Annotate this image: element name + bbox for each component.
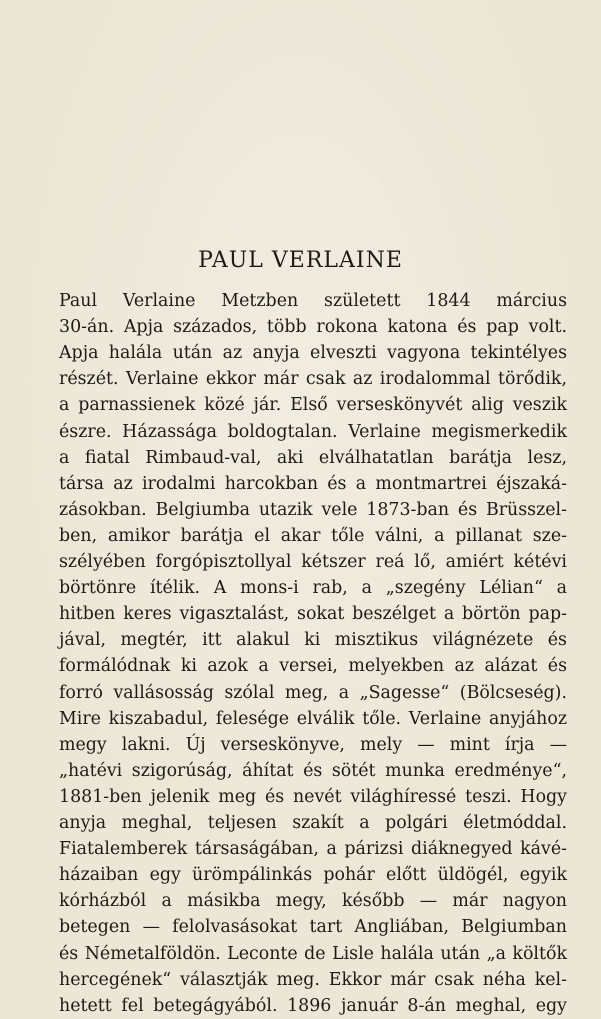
page-title: PAUL VERLAINE	[198, 248, 403, 273]
text-line: és Németalföldön. Leconte de Lisle halála után „a költők	[59, 943, 567, 964]
text-line: a parnassienek közé jár. Első verseskönyvét alig veszik	[59, 395, 567, 416]
text-line: megy lakni. Új verseskönyve, mely — mint írja —	[59, 734, 567, 755]
text-line: hetett fel betegágyából. 1896 január 8-án meghal, egy	[59, 995, 567, 1016]
text-line: jával, megtér, itt alakul ki misztikus világnézete és	[59, 630, 567, 651]
text-line: szélyében forgópisztollyal kétszer reá lő, amiért kétévi	[59, 552, 567, 572]
text-line: 1881-ben jelenik meg és nevét világhíressé teszi. Hogy	[59, 786, 567, 807]
text-line: börtönre ítélik. A mons-i rab, a „szegény Lélian“ a	[59, 578, 567, 599]
text-line: Paul Verlaine Metzben született 1844 március	[59, 291, 567, 311]
text-line: Mire kiszabadul, felesége elválik tőle. Verlaine anyjához	[59, 708, 567, 729]
text-line: észre. Házassága boldogtalan. Verlaine megismerkedik	[59, 421, 567, 442]
text-line: hercegének“ választják meg. Ekkor már csak néha kel-	[59, 969, 567, 990]
text-line: formálódnak ki azok a versei, melyekben az alázat és	[59, 656, 567, 677]
text-line: ben, amikor barátja el akar tőle válni, a pillanat sze-	[59, 525, 567, 546]
text-line: részét. Verlaine ekkor már csak az irodalommal törődik,	[59, 369, 567, 390]
text-line: forró vallásosság szólal meg, a „Sagesse“ (Bölcseség).	[59, 682, 567, 703]
text-line: zásokban. Belgiumba utazik vele 1873-ban és Brüsszel-	[59, 499, 567, 520]
text-line: Apja halála után az anyja elveszti vagyona tekintélyes	[59, 343, 567, 364]
text-line: hitben keres vigasztalást, sokat beszélget a börtön pap-	[59, 604, 567, 625]
text-line: betegen — felolvasásokat tart Angliában, Belgiumban	[59, 917, 567, 938]
text-line: társa az irodalmi harcokban és a montmartrei éjszaká-	[59, 473, 567, 494]
text-line: kórházból a másikba megy, később — már nagyon	[59, 891, 567, 912]
text-line: Fiatalemberek társaságában, a párizsi diáknegyed kávé-	[59, 839, 567, 860]
text-line: házaiban egy ürömpálinkás pohár előtt üldögél, egyik	[59, 865, 567, 886]
text-line: „hatévi szigorúság, áhítat és sötét munka eredménye“,	[59, 760, 567, 781]
text-line: a fiatal Rimbaud-val, aki elválhatatlan barátja lesz,	[59, 447, 567, 468]
text-line: 30-án. Apja százados, több rokona katona és pap volt.	[59, 317, 567, 338]
text-line: anyja meghal, teljesen szakít a polgári életmóddal.	[59, 813, 567, 833]
